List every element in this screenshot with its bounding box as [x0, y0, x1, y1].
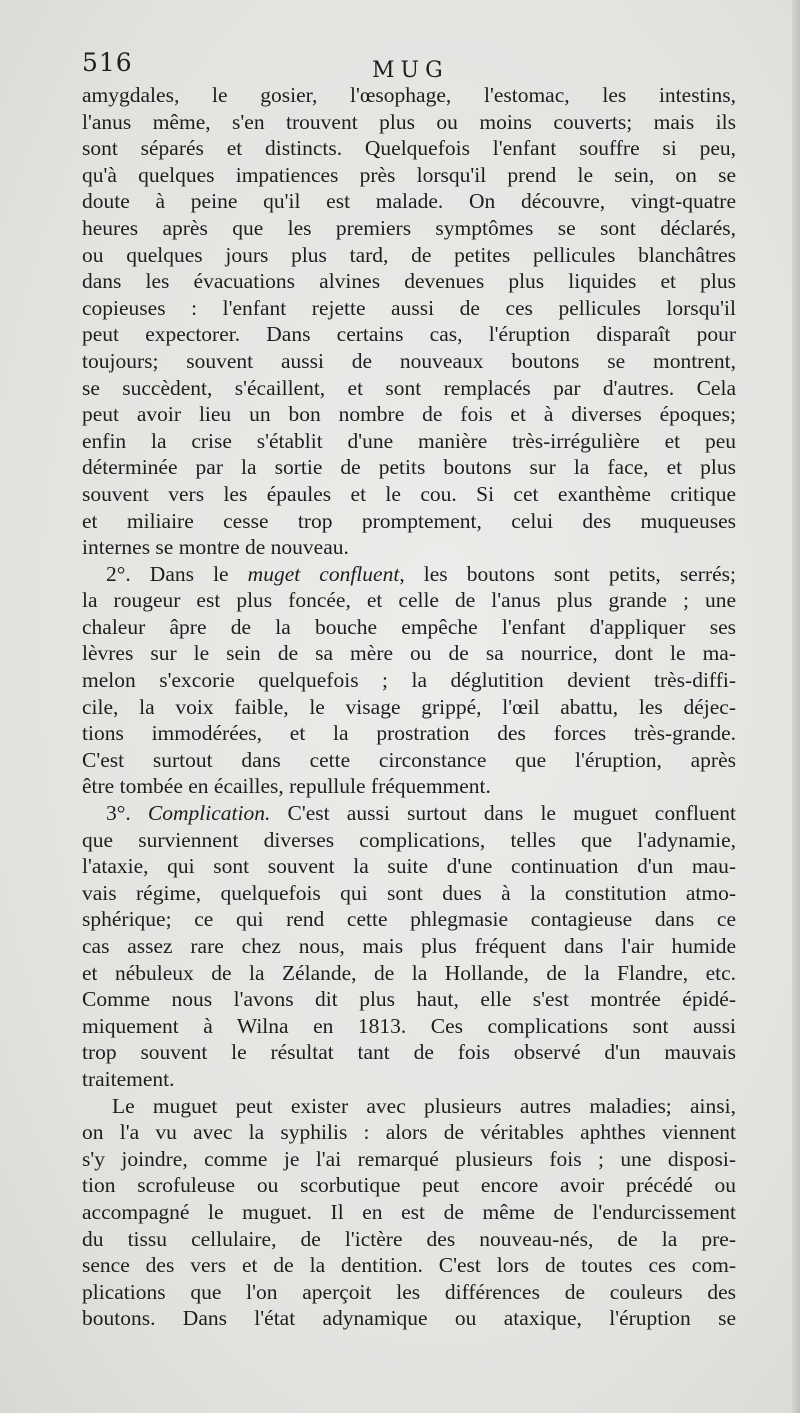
text-line: qu'à quelques impatiences près lorsqu'il prend le sein, on se: [82, 162, 736, 187]
text-line: tions immodérées, et la prostration des forces très-grande.: [82, 721, 736, 746]
text-line: miquement à Wilna en 1813. Ces complications sont aussi: [82, 1013, 736, 1038]
text-line: s'y joindre, comme je l'ai remarqué plusieurs fois ; une disposi-: [82, 1146, 736, 1171]
text-line: que surviennent diverses complications, telles que l'adynamie,: [82, 827, 736, 852]
page-edge: [792, 0, 800, 1413]
text-line: l'ataxie, qui sont souvent la suite d'une continuation d'un mau-: [82, 854, 736, 879]
text-line: du tissu cellulaire, de l'ictère des nouveau-nés, de la pre-: [82, 1226, 736, 1251]
text-line: être tombée en écailles, repullule fréquemment.: [82, 774, 491, 799]
paragraph-continued: [82, 82, 736, 561]
text-line: peut expectorer. Dans certains cas, l'éruption disparaît pour: [82, 322, 736, 347]
text-line: copieuses : l'enfant rejette aussi de ces pellicules lorsqu'il: [82, 295, 736, 320]
text-line: souvent vers les épaules et le cou. Si cet exanthème critique: [82, 481, 736, 506]
text-line: dans les évacuations alvines devenues plus liquides et plus: [82, 269, 736, 294]
running-title: MUG: [372, 58, 449, 83]
text-line: et nébuleux de la Zélande, de la Hollande, de la Flandre, etc.: [82, 960, 736, 985]
text-line: plications que l'on aperçoit les différences de couleurs des: [82, 1279, 736, 1304]
section-term: Complication.: [147, 801, 271, 826]
paragraph-associated-diseases: [82, 1093, 736, 1332]
paragraph-first-line: [82, 561, 736, 588]
text-line: melon s'excorie quelquefois ; la déglutition devient très-diffi-: [82, 668, 736, 693]
text-line: amygdales, le gosier, l'œsophage, l'estomac, les intestins,: [82, 83, 736, 107]
paragraph-first-line: Le muguet peut exister avec plusieurs autres maladies; ainsi,: [112, 1093, 736, 1118]
text-line: la rougeur est plus foncée, et celle de l'anus plus grande ; une: [82, 588, 736, 613]
text-line: enfin la crise s'établit d'une manière très-irrégulière et peu: [82, 428, 736, 453]
text-line: peut avoir lieu un bon nombre de fois et à diverses époques;: [82, 402, 736, 427]
page-number: 516: [82, 48, 133, 77]
text-line: heures après que les premiers symptômes se sont déclarés,: [82, 215, 736, 240]
text-line: sont séparés et distincts. Quelquefois l'enfant souffre si peu,: [82, 136, 736, 161]
body-text: [82, 82, 736, 1332]
paragraph-complication: [82, 800, 736, 1093]
text-line: trop souvent le résultat tant de fois observé d'un mauvais: [82, 1040, 736, 1065]
page-header: [82, 44, 742, 84]
text-line: doute à peine qu'il est malade. On découvre, vingt-quatre: [82, 189, 736, 214]
section-text: , les boutons sont petits, serrés;: [399, 561, 736, 586]
text-line: lèvres sur le sein de sa mère ou de sa nourrice, dont le ma-: [82, 641, 736, 666]
text-line: C'est surtout dans cette circonstance que l'éruption, après: [82, 747, 736, 772]
text-line: toujours; souvent aussi de nouveaux boutons se montrent,: [82, 348, 736, 373]
text-line: ou quelques jours plus tard, de petites pellicules blanchâtres: [82, 242, 736, 267]
text-line: sphérique; ce qui rend cette phlegmasie contagieuse dans ce: [82, 907, 736, 932]
section-number: 3°.: [106, 801, 148, 826]
paragraph-first-line: [82, 800, 736, 827]
text-line: se succèdent, s'écaillent, et sont remplacés par d'autres. Cela: [82, 375, 736, 400]
text-line: chaleur âpre de la bouche empêche l'enfant d'appliquer ses: [82, 614, 736, 639]
section-term: muget confluent: [247, 561, 400, 586]
text-line: cas assez rare chez nous, mais plus fréquent dans l'air humide: [82, 934, 736, 958]
section-text: C'est aussi surtout dans le muguet confluent: [270, 801, 736, 826]
text-line: sence des vers et de la dentition. C'est lors de toutes ces com-: [82, 1253, 736, 1278]
text-line: cile, la voix faible, le visage grippé, l'œil abattu, les déjec-: [82, 694, 736, 719]
text-line: Comme nous l'avons dit plus haut, elle s'est montrée épidé-: [82, 987, 736, 1012]
text-line: et miliaire cesse trop promptement, celui des muqueuses: [82, 508, 736, 533]
text-line: internes se montre de nouveau.: [82, 535, 349, 560]
section-number: 2°. Dans le: [106, 561, 248, 586]
text-line: l'anus même, s'en trouvent plus ou moins couverts; mais ils: [82, 109, 736, 134]
text-line: traitement.: [82, 1066, 175, 1091]
text-line: boutons. Dans l'état adynamique ou ataxique, l'éruption se: [82, 1306, 736, 1331]
text-line: on l'a vu avec la syphilis : alors de véritables aphthes viennent: [82, 1120, 736, 1145]
paragraph-confluent: [82, 561, 736, 800]
text-line: vais régime, quelquefois qui sont dues à la constitution atmo-: [82, 880, 736, 905]
text-line: tion scrofuleuse ou scorbutique peut encore avoir précédé ou: [82, 1173, 736, 1198]
text-line: déterminée par la sortie de petits boutons sur la face, et plus: [82, 455, 736, 480]
text-line: accompagné le muguet. Il en est de même de l'endurcissement: [82, 1199, 736, 1224]
